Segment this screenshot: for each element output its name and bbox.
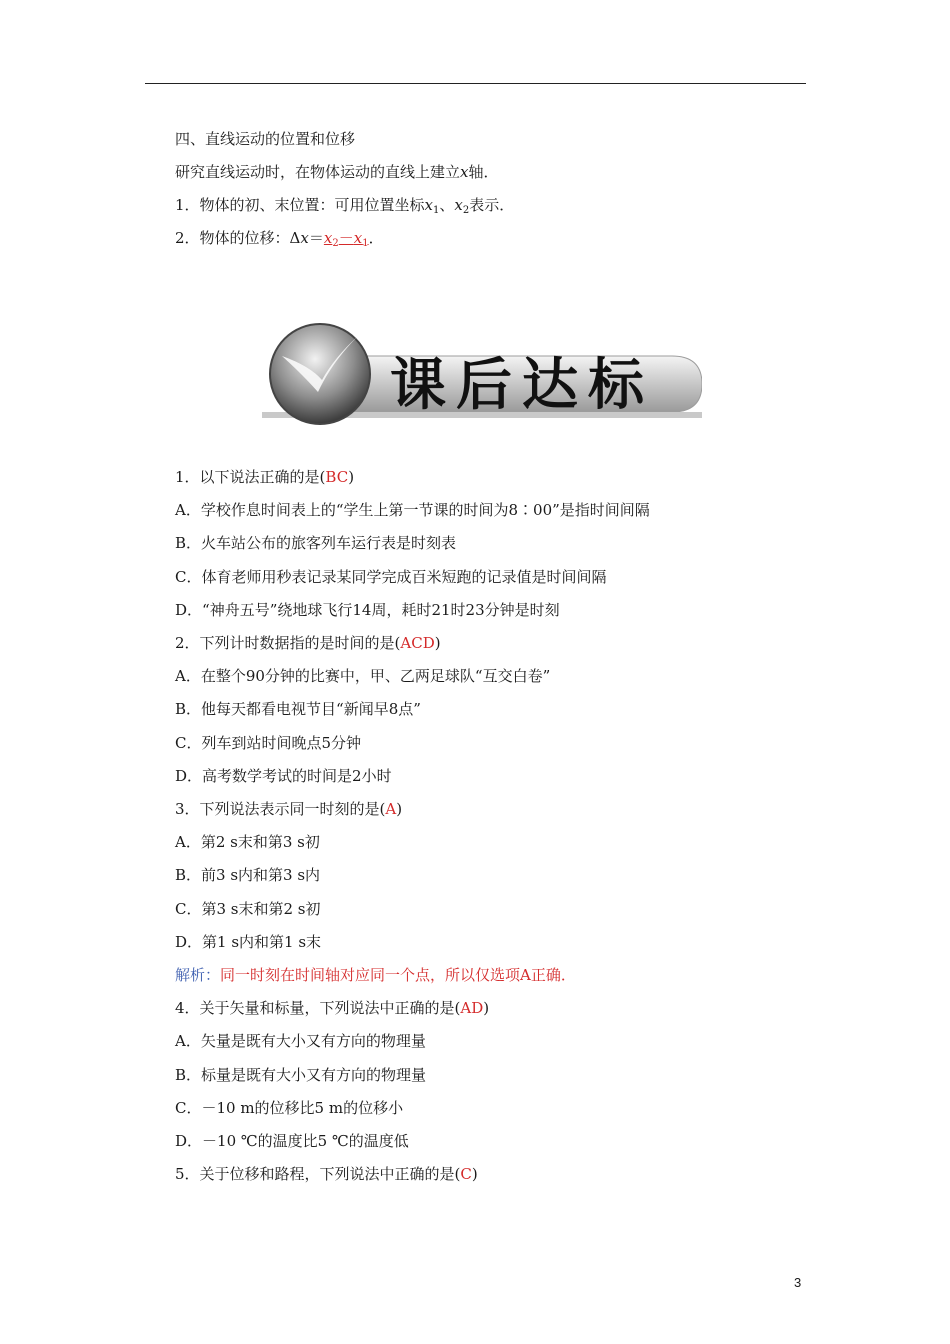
answer-key: C	[460, 1165, 472, 1183]
stem-text: 5．关于位移和路程，下列说法中正确的是(	[175, 1165, 461, 1183]
stem-text: 2．下列计时数据指的是时间的是(	[175, 634, 401, 652]
option: A．第2 s末和第3 s初	[175, 833, 320, 851]
option: B．他每天都看电视节目“新闻早8点”	[175, 700, 421, 718]
option: B．前3 s内和第3 s内	[175, 866, 321, 884]
ans-x1: x	[353, 229, 363, 247]
option: B．火车站公布的旅客列车运行表是时刻表	[175, 534, 457, 552]
banner-title: 课后达标	[390, 352, 654, 418]
item1-sep: 、	[439, 196, 455, 214]
stem-text: 4．关于矢量和标量，下列说法中正确的是(	[175, 999, 461, 1017]
stem-text: 3．下列说法表示同一时刻的是(	[175, 800, 386, 818]
option: D．－10 ℃的温度比5 ℃的温度低	[175, 1132, 409, 1150]
option: C．列车到站时间晚点5分钟	[175, 734, 362, 752]
section-intro	[175, 162, 499, 182]
header-rule	[145, 83, 806, 84]
intro-text: 研究直线运动时，在物体运动的直线上建立	[175, 163, 461, 181]
stem-close: )	[471, 1165, 478, 1183]
item2-text: 2．物体的位移：Δ	[175, 229, 301, 247]
page-number: 3	[794, 1275, 802, 1290]
option: D．“神舟五号”绕地球飞行14周，耗时21时23分钟是时刻	[175, 601, 560, 619]
ans-sub-1: 1	[362, 238, 369, 249]
option: A．矢量是既有大小又有方向的物理量	[175, 1032, 426, 1050]
item2-var: x	[300, 229, 309, 247]
sub-2: 2	[462, 205, 470, 216]
stem-close: )	[434, 634, 441, 652]
displacement-answer	[324, 229, 369, 247]
answer-key: ACD	[400, 634, 435, 652]
section-banner	[262, 322, 702, 430]
stem-close: )	[396, 800, 403, 818]
stem-close: )	[348, 468, 355, 486]
section-item-2	[175, 228, 384, 248]
answer-key: A	[385, 800, 397, 818]
option: C．体育老师用秒表记录某同学完成百米短跑的记录值是时间间隔	[175, 568, 607, 586]
item1-text: 1．物体的初、末位置：可用位置坐标	[175, 196, 425, 214]
option: C．－10 m的位移比5 m的位移小	[175, 1099, 404, 1117]
option: A．学校作息时间表上的“学生上第一节课的时间为8∶00”是指时间间隔	[175, 501, 650, 519]
item2-suffix: ．	[368, 229, 384, 247]
intro-var: x	[460, 163, 469, 181]
option: B．标量是既有大小又有方向的物理量	[175, 1066, 427, 1084]
section-heading: 四、直线运动的位置和位移	[175, 130, 356, 148]
stem-close: )	[483, 999, 490, 1017]
stem-text: 1．以下说法正确的是(	[175, 468, 326, 486]
question-stem	[175, 467, 354, 487]
analysis	[175, 965, 576, 985]
option: C．第3 s末和第2 s初	[175, 900, 321, 918]
ans-sub-2: 2	[332, 238, 339, 249]
answer-key: AD	[460, 999, 484, 1017]
option: A．在整个90分钟的比赛中，甲、乙两足球队“互交白卷”	[175, 667, 551, 685]
item1-suffix: 表示．	[469, 196, 515, 214]
analysis-text: 同一时刻在时间轴对应同一个点，所以仅选项A正确．	[220, 966, 576, 984]
ans-minus: －	[338, 229, 354, 247]
option: D．第1 s内和第1 s末	[175, 933, 322, 951]
item2-eq: ＝	[308, 229, 324, 247]
question-stem	[175, 998, 489, 1018]
var-x1: x	[424, 196, 434, 214]
option: D．高考数学考试的时间是2小时	[175, 767, 392, 785]
sub-1: 1	[433, 205, 440, 216]
question-stem	[175, 1164, 478, 1184]
analysis-label: 解析：	[175, 966, 221, 984]
ans-x2: x	[323, 229, 333, 247]
var-x2: x	[454, 196, 463, 214]
question-stem	[175, 633, 441, 653]
answer-key: BC	[325, 468, 349, 486]
intro-suffix: 轴．	[468, 163, 499, 181]
section-item-1	[175, 195, 514, 215]
question-stem	[175, 799, 402, 819]
